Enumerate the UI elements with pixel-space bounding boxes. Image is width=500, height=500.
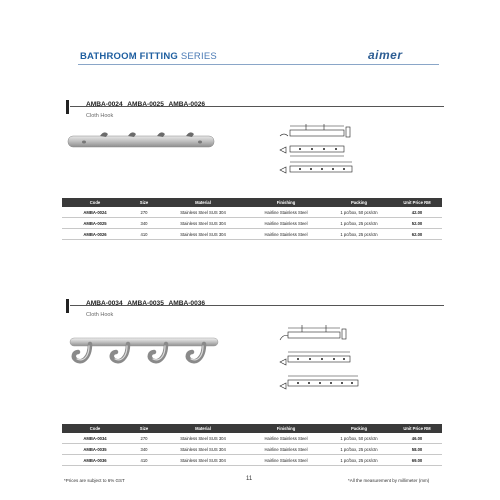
cell-material: Stainless Steel SUS 304: [160, 218, 246, 229]
spec-table: [62, 424, 442, 466]
col-packing: Packing: [326, 198, 392, 207]
cell-finishing: Hairline Stainless Steel: [246, 207, 326, 218]
measurement-note: *All the measurement by millimeter (mm): [348, 478, 430, 483]
cell-price: 62.00: [392, 229, 442, 240]
table-row: [62, 455, 442, 466]
col-material: Material: [160, 198, 246, 207]
page-number: 11: [246, 476, 253, 482]
col-material: Material: [160, 424, 246, 433]
col-size: Size: [128, 198, 160, 207]
col-size: Size: [128, 424, 160, 433]
cell-price: 42.00: [392, 207, 442, 218]
col-code: Code: [62, 424, 128, 433]
cell-price: 52.00: [392, 218, 442, 229]
col-price: Unit Price RM: [392, 198, 442, 207]
header-divider: [78, 64, 439, 65]
title-series: SERIES: [180, 51, 217, 62]
col-price: Unit Price RM: [392, 424, 442, 433]
technical-drawing: [276, 322, 366, 400]
cell-material: Stainless Steel SUS 304: [160, 433, 246, 444]
cell-finishing: Hairline Stainless Steel: [246, 218, 326, 229]
product-image-curved-hooks: [64, 330, 224, 380]
cell-size: 410: [128, 229, 160, 240]
spec-table: [62, 198, 442, 240]
cell-size: 340: [128, 218, 160, 229]
cell-material: Stainless Steel SUS 304: [160, 455, 246, 466]
table-header-row: [62, 424, 442, 433]
table-row: [62, 207, 442, 218]
cell-packing: 1 pc/box, 50 pcs/ctn: [326, 433, 392, 444]
cell-code: AMBA-0026: [62, 229, 128, 240]
cell-size: 410: [128, 455, 160, 466]
section-marker: [66, 100, 69, 114]
cell-finishing: Hairline Stainless Steel: [246, 433, 326, 444]
cell-code: AMBA-0024: [62, 207, 128, 218]
cell-material: Stainless Steel SUS 304: [160, 444, 246, 455]
cell-price: 46.00: [392, 433, 442, 444]
col-packing: Packing: [326, 424, 392, 433]
cell-packing: 1 pc/box, 50 pcs/ctn: [326, 207, 392, 218]
cell-code: AMBA-0025: [62, 218, 128, 229]
cell-packing: 1 pc/box, 25 pcs/ctn: [326, 218, 392, 229]
cell-price: 69.00: [392, 455, 442, 466]
cell-packing: 1 pc/box, 25 pcs/ctn: [326, 229, 392, 240]
section-marker: [66, 299, 69, 313]
table-row: [62, 218, 442, 229]
section-subtitle: Cloth Hook: [86, 113, 114, 119]
brand-logo: aimer: [368, 48, 403, 62]
section-codes: AMBA-0024 AMBA-0025 AMBA-0026: [86, 101, 206, 108]
cell-code: AMBA-0035: [62, 444, 128, 455]
cell-packing: 1 pc/box, 25 pcs/ctn: [326, 444, 392, 455]
gst-note: *Prices are subject to 6% GST: [64, 478, 125, 483]
col-finishing: Finishing: [246, 424, 326, 433]
cell-material: Stainless Steel SUS 304: [160, 229, 246, 240]
table-row: [62, 433, 442, 444]
col-code: Code: [62, 198, 128, 207]
table-row: [62, 444, 442, 455]
cell-price: 58.00: [392, 444, 442, 455]
table-header-row: [62, 198, 442, 207]
page-title: [80, 51, 217, 62]
cell-size: 340: [128, 444, 160, 455]
product-image-hook-rail: [66, 130, 216, 152]
cell-code: AMBA-0034: [62, 433, 128, 444]
cell-packing: 1 pc/box, 25 pcs/ctn: [326, 455, 392, 466]
cell-finishing: Hairline Stainless Steel: [246, 455, 326, 466]
col-finishing: Finishing: [246, 198, 326, 207]
cell-size: 270: [128, 207, 160, 218]
table-row: [62, 229, 442, 240]
section-subtitle: Cloth Hook: [86, 312, 114, 318]
cell-material: Stainless Steel SUS 304: [160, 207, 246, 218]
technical-drawing: [276, 122, 366, 184]
cell-size: 270: [128, 433, 160, 444]
title-bold: BATHROOM FITTING: [80, 51, 179, 62]
section-codes: AMBA-0034 AMBA-0035 AMBA-0036: [86, 300, 206, 307]
cell-finishing: Hairline Stainless Steel: [246, 229, 326, 240]
cell-finishing: Hairline Stainless Steel: [246, 444, 326, 455]
cell-code: AMBA-0036: [62, 455, 128, 466]
